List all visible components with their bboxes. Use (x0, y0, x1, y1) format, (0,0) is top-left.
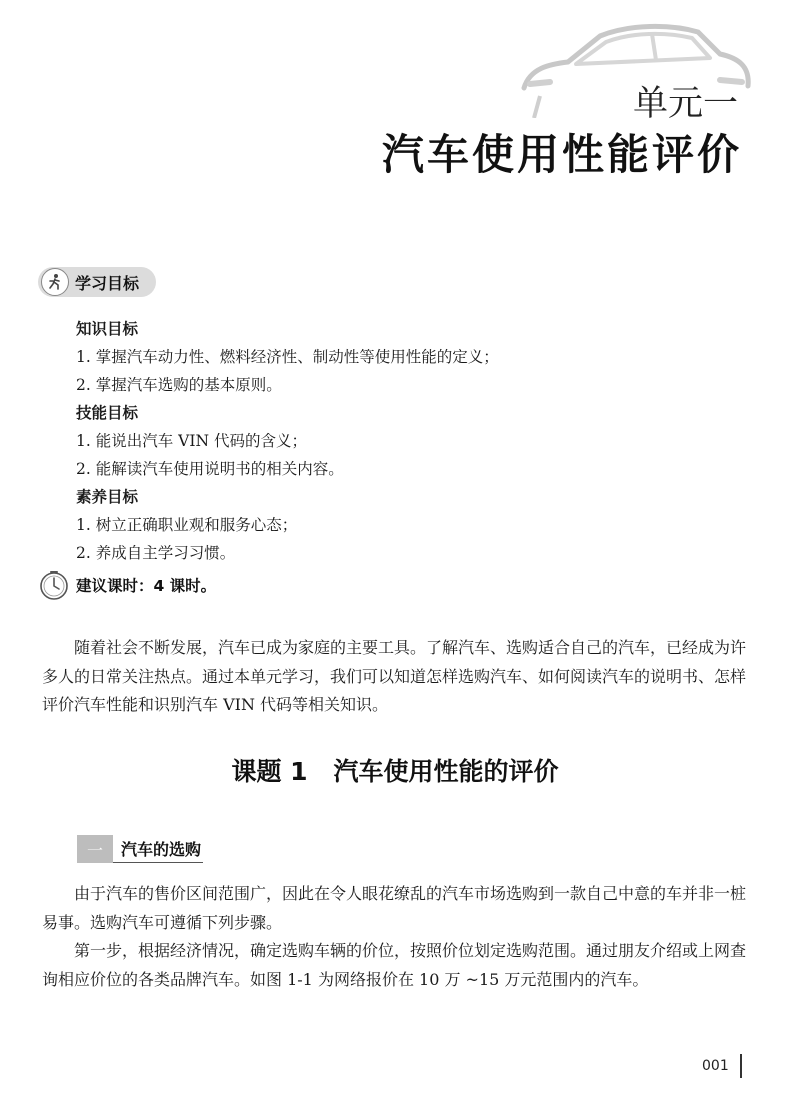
unit-label: 单元一 (632, 84, 738, 124)
learning-objectives-label: 学习目标 (75, 273, 140, 293)
page-number: 001 (702, 1058, 729, 1074)
clock-icon (38, 569, 70, 601)
lesson-number: 课题 1 (231, 757, 308, 786)
quality-objectives-heading: 素养目标 (76, 488, 139, 506)
section-paragraph-1: 由于汽车的售价区间范围广，因此在令人眼花缭乱的汽车市场选购到一款自己中意的车并非一桩易事。选购汽车可遵循下列步骤。 (42, 884, 747, 932)
knowledge-item-2: 2. 掌握汽车选购的基本原则。 (76, 376, 282, 394)
section-title: 汽车的选购 (113, 835, 203, 863)
knowledge-objectives-heading: 知识目标 (76, 320, 139, 338)
suggested-hours-text: 建议课时：4 课时。 (76, 577, 217, 595)
quality-item-1: 1. 树立正确职业观和服务心态； (76, 516, 298, 534)
runner-icon (41, 268, 69, 296)
section-paragraph-2: 第一步，根据经济情况，确定选购车辆的价位，按照价位划定选购范围。通过朋友介绍或上网查询相应价位的各类品牌汽车。如图 1-1 为网络报价在 10 万 ~15 万元范围内的汽车。 (42, 941, 747, 989)
skill-objectives-heading: 技能目标 (76, 404, 139, 422)
page-number-divider (740, 1054, 742, 1078)
skill-item-1: 1. 能说出汽车 VIN 代码的含义； (76, 432, 307, 450)
unit-title: 汽车使用性能评价 (381, 130, 742, 179)
section-heading (77, 835, 203, 863)
knowledge-item-1: 1. 掌握汽车动力性、燃料经济性、制动性等使用性能的定义； (76, 348, 499, 366)
intro-paragraph: 随着社会不断发展，汽车已成为家庭的主要工具。了解汽车、选购适合自己的汽车，已经成为许多人的日常关注热点。通过本单元学习，我们可以知道怎样选购汽车、如何阅读汽车的说明书、怎样评价汽车性能和识别汽车 VIN 代码等相关知识。 (42, 638, 747, 714)
lesson-heading (0, 752, 790, 788)
section-marker: 一 (77, 835, 113, 863)
quality-item-2: 2. 养成自主学习习惯。 (76, 544, 236, 562)
skill-item-2: 2. 能解读汽车使用说明书的相关内容。 (76, 460, 344, 478)
learning-objectives-badge (38, 267, 156, 297)
suggested-hours (38, 568, 216, 602)
lesson-title: 汽车使用性能的评价 (333, 757, 559, 786)
